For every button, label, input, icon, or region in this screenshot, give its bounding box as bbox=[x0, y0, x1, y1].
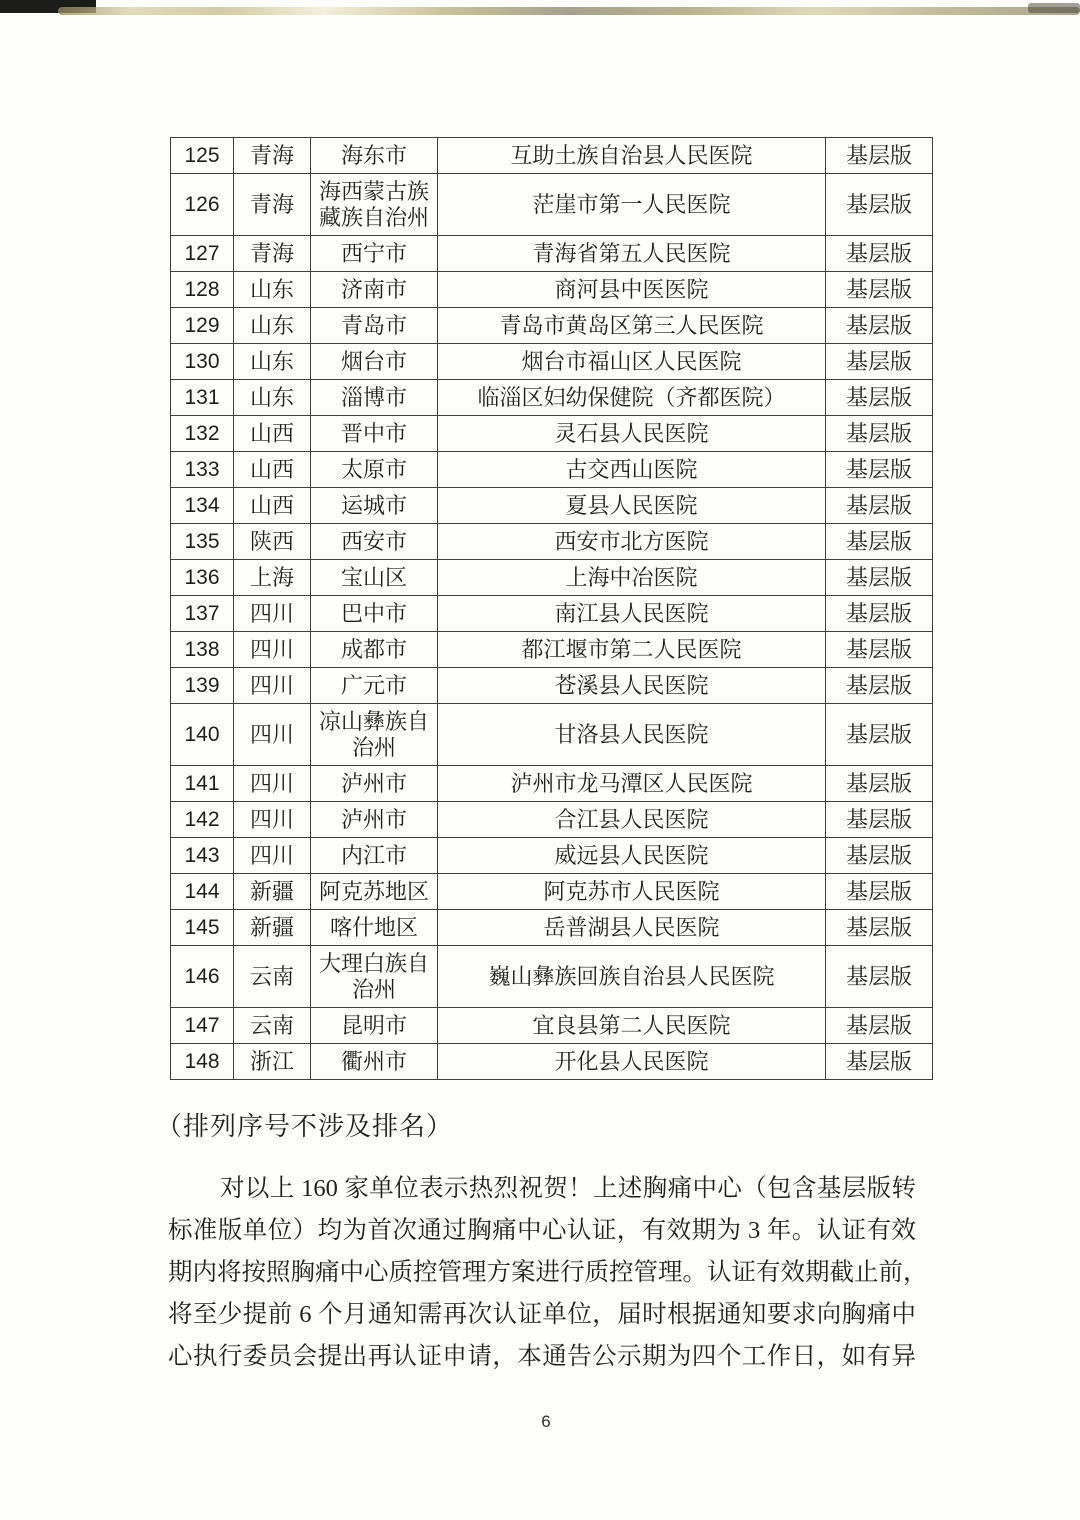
cell-province: 四川 bbox=[234, 632, 311, 668]
cell-edition: 基层版 bbox=[826, 488, 933, 524]
table-row bbox=[171, 344, 933, 380]
cell-city: 淄博市 bbox=[311, 380, 438, 416]
cell-city: 阿克苏地区 bbox=[311, 874, 438, 910]
cell-city: 宝山区 bbox=[311, 560, 438, 596]
cell-index: 129 bbox=[171, 308, 234, 344]
table-row bbox=[171, 1044, 933, 1080]
cell-province: 云南 bbox=[234, 946, 311, 1008]
cell-edition: 基层版 bbox=[826, 946, 933, 1008]
cell-province: 青海 bbox=[234, 138, 311, 174]
cell-index: 135 bbox=[171, 524, 234, 560]
cell-hospital: 烟台市福山区人民医院 bbox=[438, 344, 826, 380]
hospital-table bbox=[170, 137, 933, 1080]
table-row bbox=[171, 308, 933, 344]
cell-edition: 基层版 bbox=[826, 308, 933, 344]
cell-hospital: 甘洛县人民医院 bbox=[438, 704, 826, 766]
cell-edition: 基层版 bbox=[826, 344, 933, 380]
paragraph-line: 期内将按照胸痛中心质控管理方案进行质控管理。认证有效期截止前， bbox=[168, 1259, 928, 1286]
cell-edition: 基层版 bbox=[826, 380, 933, 416]
cell-index: 139 bbox=[171, 668, 234, 704]
cell-city: 喀什地区 bbox=[311, 910, 438, 946]
table-row bbox=[171, 596, 933, 632]
table-row bbox=[171, 416, 933, 452]
cell-province: 四川 bbox=[234, 802, 311, 838]
cell-province: 四川 bbox=[234, 766, 311, 802]
cell-edition: 基层版 bbox=[826, 704, 933, 766]
cell-edition: 基层版 bbox=[826, 874, 933, 910]
cell-index: 145 bbox=[171, 910, 234, 946]
cell-province: 山东 bbox=[234, 272, 311, 308]
cell-city: 广元市 bbox=[311, 668, 438, 704]
cell-city: 昆明市 bbox=[311, 1008, 438, 1044]
cell-index: 147 bbox=[171, 1008, 234, 1044]
cell-province: 山西 bbox=[234, 416, 311, 452]
cell-city: 泸州市 bbox=[311, 802, 438, 838]
cell-city: 衢州市 bbox=[311, 1044, 438, 1080]
cell-hospital: 开化县人民医院 bbox=[438, 1044, 826, 1080]
cell-province: 新疆 bbox=[234, 874, 311, 910]
table-row bbox=[171, 174, 933, 236]
cell-province: 云南 bbox=[234, 1008, 311, 1044]
body-paragraph bbox=[168, 1168, 928, 1378]
cell-edition: 基层版 bbox=[826, 766, 933, 802]
cell-city: 西安市 bbox=[311, 524, 438, 560]
cell-hospital: 岳普湖县人民医院 bbox=[438, 910, 826, 946]
cell-city: 烟台市 bbox=[311, 344, 438, 380]
cell-hospital: 上海中冶医院 bbox=[438, 560, 826, 596]
table-row bbox=[171, 668, 933, 704]
cell-edition: 基层版 bbox=[826, 1008, 933, 1044]
cell-province: 浙江 bbox=[234, 1044, 311, 1080]
cell-city: 青岛市 bbox=[311, 308, 438, 344]
cell-index: 134 bbox=[171, 488, 234, 524]
cell-province: 山西 bbox=[234, 452, 311, 488]
cell-index: 146 bbox=[171, 946, 234, 1008]
cell-province: 山东 bbox=[234, 308, 311, 344]
cell-edition: 基层版 bbox=[826, 272, 933, 308]
cell-index: 137 bbox=[171, 596, 234, 632]
cell-hospital: 青岛市黄岛区第三人民医院 bbox=[438, 308, 826, 344]
cell-hospital: 西安市北方医院 bbox=[438, 524, 826, 560]
cell-province: 青海 bbox=[234, 236, 311, 272]
cell-index: 133 bbox=[171, 452, 234, 488]
cell-city: 海东市 bbox=[311, 138, 438, 174]
cell-hospital: 苍溪县人民医院 bbox=[438, 668, 826, 704]
cell-city: 大理白族自治州 bbox=[311, 946, 438, 1008]
table-row bbox=[171, 802, 933, 838]
cell-index: 132 bbox=[171, 416, 234, 452]
table-row bbox=[171, 910, 933, 946]
cell-index: 144 bbox=[171, 874, 234, 910]
cell-city: 成都市 bbox=[311, 632, 438, 668]
cell-city: 运城市 bbox=[311, 488, 438, 524]
paragraph-line: 标准版单位）均为首次通过胸痛中心认证，有效期为 3 年。认证有效 bbox=[168, 1217, 916, 1244]
cell-city: 泸州市 bbox=[311, 766, 438, 802]
table-row bbox=[171, 488, 933, 524]
paragraph-line: 心执行委员会提出再认证申请，本通告公示期为四个工作日，如有异 bbox=[168, 1343, 916, 1370]
cell-hospital: 古交西山医院 bbox=[438, 452, 826, 488]
cell-index: 142 bbox=[171, 802, 234, 838]
cell-city: 西宁市 bbox=[311, 236, 438, 272]
cell-edition: 基层版 bbox=[826, 524, 933, 560]
table-row bbox=[171, 704, 933, 766]
page-number: 6 bbox=[541, 1412, 551, 1431]
table-row bbox=[171, 838, 933, 874]
table-row bbox=[171, 380, 933, 416]
cell-edition: 基层版 bbox=[826, 596, 933, 632]
cell-hospital: 夏县人民医院 bbox=[438, 488, 826, 524]
table-row bbox=[171, 632, 933, 668]
cell-hospital: 茫崖市第一人民医院 bbox=[438, 174, 826, 236]
paragraph-line: 对以上 160 家单位表示热烈祝贺！上述胸痛中心（包含基层版转 bbox=[220, 1175, 916, 1202]
cell-index: 131 bbox=[171, 380, 234, 416]
cell-edition: 基层版 bbox=[826, 174, 933, 236]
cell-edition: 基层版 bbox=[826, 802, 933, 838]
cell-index: 128 bbox=[171, 272, 234, 308]
cell-index: 125 bbox=[171, 138, 234, 174]
cell-index: 130 bbox=[171, 344, 234, 380]
cell-province: 新疆 bbox=[234, 910, 311, 946]
table-row bbox=[171, 524, 933, 560]
ranking-note: （排列序号不涉及排名） bbox=[156, 1112, 454, 1141]
cell-city: 凉山彝族自治州 bbox=[311, 704, 438, 766]
table-row bbox=[171, 946, 933, 1008]
cell-province: 四川 bbox=[234, 838, 311, 874]
cell-hospital: 巍山彝族回族自治县人民医院 bbox=[438, 946, 826, 1008]
table-row bbox=[171, 1008, 933, 1044]
cell-index: 143 bbox=[171, 838, 234, 874]
table-row bbox=[171, 766, 933, 802]
table-row bbox=[171, 560, 933, 596]
paragraph-line: 将至少提前 6 个月通知需再次认证单位，届时根据通知要求向胸痛中 bbox=[168, 1301, 916, 1328]
cell-hospital: 泸州市龙马潭区人民医院 bbox=[438, 766, 826, 802]
cell-province: 四川 bbox=[234, 596, 311, 632]
cell-edition: 基层版 bbox=[826, 910, 933, 946]
cell-hospital: 南江县人民医院 bbox=[438, 596, 826, 632]
cell-hospital: 威远县人民医院 bbox=[438, 838, 826, 874]
cell-edition: 基层版 bbox=[826, 138, 933, 174]
cell-edition: 基层版 bbox=[826, 416, 933, 452]
cell-province: 上海 bbox=[234, 560, 311, 596]
cell-hospital: 宜良县第二人民医院 bbox=[438, 1008, 826, 1044]
cell-index: 148 bbox=[171, 1044, 234, 1080]
cell-city: 内江市 bbox=[311, 838, 438, 874]
cell-index: 127 bbox=[171, 236, 234, 272]
cell-edition: 基层版 bbox=[826, 632, 933, 668]
cell-hospital: 都江堰市第二人民医院 bbox=[438, 632, 826, 668]
cell-hospital: 商河县中医医院 bbox=[438, 272, 826, 308]
table-row bbox=[171, 236, 933, 272]
cell-index: 138 bbox=[171, 632, 234, 668]
cell-hospital: 合江县人民医院 bbox=[438, 802, 826, 838]
cell-hospital: 阿克苏市人民医院 bbox=[438, 874, 826, 910]
cell-index: 140 bbox=[171, 704, 234, 766]
cell-edition: 基层版 bbox=[826, 668, 933, 704]
cell-province: 四川 bbox=[234, 668, 311, 704]
cell-province: 四川 bbox=[234, 704, 311, 766]
cell-edition: 基层版 bbox=[826, 838, 933, 874]
cell-edition: 基层版 bbox=[826, 1044, 933, 1080]
cell-province: 山西 bbox=[234, 488, 311, 524]
cell-city: 太原市 bbox=[311, 452, 438, 488]
cell-hospital: 灵石县人民医院 bbox=[438, 416, 826, 452]
cell-province: 青海 bbox=[234, 174, 311, 236]
cell-index: 141 bbox=[171, 766, 234, 802]
scan-edge-artifact bbox=[58, 7, 1080, 15]
table-row bbox=[171, 452, 933, 488]
cell-index: 126 bbox=[171, 174, 234, 236]
cell-province: 山东 bbox=[234, 344, 311, 380]
cell-city: 济南市 bbox=[311, 272, 438, 308]
table-row bbox=[171, 874, 933, 910]
cell-edition: 基层版 bbox=[826, 452, 933, 488]
cell-city: 巴中市 bbox=[311, 596, 438, 632]
table-row bbox=[171, 272, 933, 308]
cell-city: 海西蒙古族藏族自治州 bbox=[311, 174, 438, 236]
cell-hospital: 互助土族自治县人民医院 bbox=[438, 138, 826, 174]
table-row bbox=[171, 138, 933, 174]
scan-edge-artifact bbox=[1028, 3, 1080, 13]
cell-province: 山东 bbox=[234, 380, 311, 416]
cell-hospital: 临淄区妇幼保健院（齐都医院） bbox=[438, 380, 826, 416]
cell-province: 陕西 bbox=[234, 524, 311, 560]
cell-city: 晋中市 bbox=[311, 416, 438, 452]
cell-hospital: 青海省第五人民医院 bbox=[438, 236, 826, 272]
cell-edition: 基层版 bbox=[826, 560, 933, 596]
cell-edition: 基层版 bbox=[826, 236, 933, 272]
cell-index: 136 bbox=[171, 560, 234, 596]
